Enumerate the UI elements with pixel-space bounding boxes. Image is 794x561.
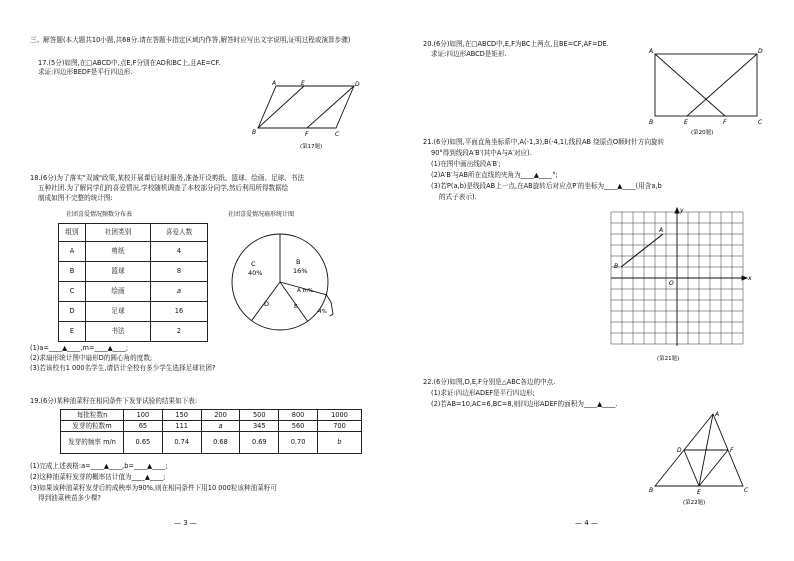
q18-cell: B [59,262,86,282]
q21-text-2: 90°得到线段A′B′(其中A与A′对应). [431,149,532,157]
q18-cell: 篮球 [86,262,151,282]
q19-row-label: 每批粒数n [61,410,124,421]
q19-text-1: 19.(6分)某种油菜籽在相同条件下发芽试验的结果如下表: [30,397,198,405]
q18-header-group: 组别 [59,224,86,242]
q18-cell: C [59,282,86,302]
q19-cell: 345 [240,421,279,432]
q18-cell: 4 [151,242,208,262]
pie-label-c-pct: 40% [248,269,263,277]
section-heading: 三、解答题(本大题共10小题,共68分.请在答题卡指定区域内作答,解答时应写出文字说明,证明过程或演算步骤) [30,36,351,44]
q21-caption: (第21题) [657,356,680,362]
q20-caption: (第20题) [691,130,714,136]
q18-cell: A [59,242,86,262]
pie-label-a: A m% [297,288,314,294]
q18-cell: 剪纸 [86,242,151,262]
q22-label-f: F [730,447,734,454]
q19-cell: 0.74 [162,432,201,454]
page-4 [397,0,794,561]
q18-text-2: 五种社团.为了解同学们的喜爱情况,学校随机调查了本校部分同学,然后利用所得数据绘 [38,184,289,192]
q21-label-y: y [680,207,684,214]
q22-sub-2: (2)若AB=10,AC=6,BC=8,则四边形ADEF的面积为____▲____. [431,400,618,408]
q22-caption: (第22题) [683,500,706,506]
q19-sub-2: (2)这种油菜籽发芽的概率估计值为____▲____; [30,473,166,481]
q17-parallelogram-figure [244,80,370,150]
table-row [61,432,362,454]
q18-cell: 2 [151,322,208,342]
q21-label-x: x [748,275,752,282]
q18-header-count: 喜爱人数 [151,224,208,242]
table-row [59,282,208,302]
q19-cell: 150 [162,410,201,421]
page-number: — 3 — [174,519,197,527]
q22-label-d: D [677,447,682,454]
q18-text-3: 制成如图不完整的统计图: [38,194,113,202]
q22-triangle-figure [647,410,757,508]
q17-label-a: A [272,80,277,87]
q19-sub-1: (1)完成上述表格:a=____▲____,b=____▲____; [30,462,168,470]
q17-label-d: D [355,81,360,88]
q19-row-label: 发芽的频率 m/n [61,432,124,454]
q18-cell: 足球 [86,302,151,322]
q19-cell: 560 [279,421,318,432]
q18-header-club: 社团类别 [86,224,151,242]
q21-label-o: O [669,280,674,287]
page-number: — 4 — [575,519,598,527]
pie-label-e-pct: 4% [318,309,327,315]
table-row [61,421,362,432]
q22-label-c: C [744,487,749,494]
q20-label-d: D [758,48,763,55]
q19-cell: 800 [279,410,318,421]
q20-label-c: C [758,119,763,126]
q18-cell: D [59,302,86,322]
q18-pie-chart [218,220,348,338]
table-row [59,302,208,322]
q21-label-a: A [659,227,664,234]
q17-caption: (第17题) [300,144,323,150]
q20-text-2: 求证:四边形ABCD是矩形. [431,50,507,58]
q22-sub-1: (1)求证:四边形ADEF是平行四边形; [431,389,535,397]
q18-cell: 绘画 [86,282,151,302]
q19-cell: b [317,432,361,454]
q20-label-b: B [649,119,654,126]
q20-label-a: A [649,48,654,55]
q19-cell: 111 [162,421,201,432]
q19-cell: 100 [124,410,163,421]
q21-sub-3b: 的式子表示). [439,193,477,201]
pie-label-c: C [251,260,256,268]
q18-sub-3: (3)若该校有1 000名学生,请估计全校有多少学生选择足球社团? [30,364,216,372]
q18-table-title: 社团喜爱情况频数分布表 [66,211,133,218]
q22-label-e: E [697,489,701,496]
q19-cell: 200 [201,410,240,421]
q21-label-b: B [614,263,619,270]
table-row [59,262,208,282]
pie-label-e: E [294,304,298,310]
pie-label-b: B [296,258,301,266]
q19-cell: 700 [317,421,361,432]
q20-rectangle-figure [647,44,767,136]
q22-text-1: 22.(6分)如图,D,E,F分别是△ABC各边的中点. [423,378,556,386]
q22-label-a: A [715,411,720,418]
q18-sub-2: (2)求扇形统计图中扇形D的圆心角的度数; [30,354,153,362]
table-row [59,322,208,342]
q18-cell: 书法 [86,322,151,342]
q19-cell: 0.70 [279,432,318,454]
q20-label-e: E [684,119,688,126]
q17-label-c: C [335,131,340,138]
q20-label-f: F [723,119,727,126]
q17-text-2: 求证:四边形BEDF是平行四边形. [38,68,133,76]
q18-pie-title: 社团喜爱情况扇形统计图 [228,211,295,218]
q18-sub-1: (1)a=____▲____,m=____▲____; [30,344,129,352]
q18-cell: 16 [151,302,208,322]
q19-cell: 0.65 [124,432,163,454]
q19-cell: 0.69 [240,432,279,454]
table-row [61,410,362,421]
q19-sub-3: (3)如果该种油菜籽发芽后的成秧率为90%,则在相同条件下用10 000粒该种油菜籽可 [30,484,277,492]
q22-label-b: B [649,487,654,494]
pie-label-b-pct: 16% [293,267,308,275]
pie-label-d: D [264,300,270,308]
q19-cell: 0.68 [201,432,240,454]
q21-sub-2: (2)A′B′与AB所在直线的夹角为____▲____°; [431,171,558,179]
q17-label-b: B [252,129,257,136]
q19-row-label: 发芽的粒数m [61,421,124,432]
q19-germination-table [60,409,362,454]
q18-cell: a [151,282,208,302]
q21-coordinate-grid [607,206,757,366]
q17-label-f: F [305,131,309,138]
q17-label-e: E [301,80,305,87]
q19-cell: 500 [240,410,279,421]
table-row [59,242,208,262]
q20-text-1: 20.(6分)如图,在□ABCD中,E,F为BC上两点,且BE=CF,AF=DE. [423,40,609,48]
q18-cell: 8 [151,262,208,282]
q19-sub-3b: 得到油菜秧苗多少棵? [38,494,101,502]
q19-cell: 1000 [317,410,361,421]
q18-text-1: 18.(6分)为了落实"双减"政策,某校开展课后延时服务,准备开设剪纸、篮球、绘画、足球、书法 [30,174,305,182]
q17-text-1: 17.(5分)如图,在□ABCD中,点E,F分别在AD和BC上,且AE=CF. [38,59,221,67]
q21-sub-1: (1)在图中画出线段A′B′; [431,160,501,168]
q19-cell: a [201,421,240,432]
q18-frequency-table [58,223,208,342]
q19-cell: 65 [124,421,163,432]
q21-sub-3: (3)若P(a,b)是线段AB上一点,在AB旋转后对应点P′的坐标为____▲____(用含a,b [431,182,662,190]
q18-cell: E [59,322,86,342]
q21-text-1: 21.(6分)如图,平面直角坐标系中,A(-1,3),B(-4,1),线段AB 绕原点O顺时针方向旋转 [423,138,665,146]
